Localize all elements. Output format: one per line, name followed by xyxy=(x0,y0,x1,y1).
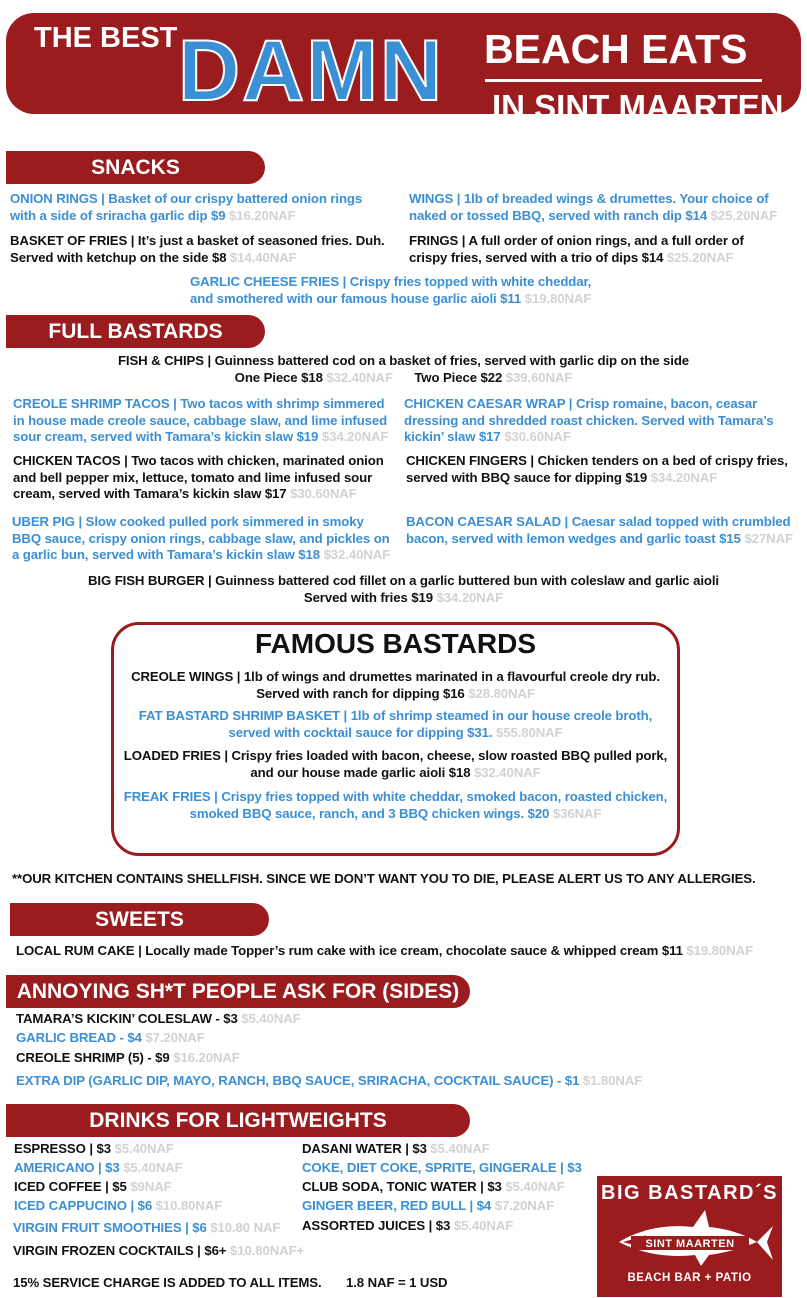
naf-price: $19.80NAF xyxy=(524,290,592,306)
naf-price: $30.60NAF xyxy=(290,486,357,501)
header-divider xyxy=(485,79,762,82)
side-item-coleslaw: TAMARA’S KICKIN’ COLESLAW - $3 $5.40NAF xyxy=(16,1011,301,1026)
drink-item-club-soda-tonic: CLUB SODA, TONIC WATER | $3 $5.40NAF xyxy=(302,1179,565,1194)
header-beach-eats: BEACH EATS xyxy=(484,26,748,72)
naf-price: $30.60NAF xyxy=(504,429,571,444)
naf-price: $27NAF xyxy=(744,530,793,546)
drink-item-assorted-juices: ASSORTED JUICES | $3 $5.40NAF xyxy=(302,1218,514,1233)
naf-price: $39.60NAF xyxy=(505,369,573,385)
menu-item-local-rum-cake: LOCAL RUM CAKE | Locally made Topper’s rum cake with ice cream, chocolate sauce & whipped cream $11 $19.80NAF xyxy=(16,943,753,958)
drink-item-sodas: COKE, DIET COKE, SPRITE, GINGERALE | $3 xyxy=(302,1160,582,1175)
menu-item-wings: WINGS | 1lb of breaded wings & drumettes. Your choice of naked or tossed BBQ, served with ranch dip $14 $25.20NAF xyxy=(409,191,778,223)
menu-item-fish-and-chips: FISH & CHIPS | Guinness battered cod on a basket of fries, served with garlic dip on the side One Piece $18 $32.40NAF Two Piece $22 $39.60NAF xyxy=(117,353,690,385)
naf-price: $34.20NAF xyxy=(650,469,718,485)
naf-price: $19.80NAF xyxy=(686,943,753,958)
section-snacks: SNACKS xyxy=(6,151,265,184)
section-famous-bastards: FAMOUS BASTARDS xyxy=(254,628,537,659)
drink-item-dasani-water: DASANI WATER | $3 $5.40NAF xyxy=(302,1141,490,1156)
naf-price: $25.20NAF xyxy=(666,249,734,265)
menu-item-chicken-fingers: CHICKEN FINGERS | Chicken tenders on a bed of crispy fries, served with BBQ sauce for dipping $19 $34.20NAF xyxy=(406,453,788,485)
menu-item-creole-wings: CREOLE WINGS | 1lb of wings and drumettes marinated in a flavourful creole dry rub. Served with ranch for dipping $16 $28.80NAF xyxy=(131,669,660,701)
naf-price: $16.20NAF xyxy=(229,207,296,223)
header-in-sint-maarten: IN SINT MAARTEN xyxy=(492,88,784,125)
naf-price: $32.40NAF xyxy=(326,369,393,385)
menu-item-big-fish-burger: BIG FISH BURGER | Guinness battered cod fillet on a garlic buttered bun with coleslaw and garlic aioli Served with fries $19 $34.20NAF xyxy=(88,573,719,605)
drink-item-iced-cappucino: ICED CAPPUCINO | $6 $10.80NAF xyxy=(14,1198,223,1213)
naf-price: $34.20NAF xyxy=(436,589,504,605)
menu-item-creole-shrimp-tacos: CREOLE SHRIMP TACOS | Two tacos with shrimp simmered in house made creole sauce, cabbage slaw, and lime infused sour cream, served with Tamara’s kickin slaw $19 $34.20NAF xyxy=(13,396,389,444)
header-damn: DAMN xyxy=(178,23,444,119)
menu-item-chicken-caesar-wrap: CHICKEN CAESAR WRAP | Crisp romaine, bacon, ceasar dressing and shredded roast chicken. Served with Tamara’s kickin’ slaw $17 $30.60NAF xyxy=(404,396,774,444)
drink-item-americano: AMERICANO | $3 $5.40NAF xyxy=(14,1160,183,1175)
logo-big-bastards: BIG BASTARD´S xyxy=(601,1182,778,1204)
drink-item-ginger-beer-red-bull: GINGER BEER, RED BULL | $4 $7.20NAF xyxy=(302,1198,555,1213)
header-the-best: THE BEST xyxy=(34,22,178,54)
naf-price: $5.40NAF xyxy=(430,1141,490,1156)
naf-price: $9NAF xyxy=(130,1179,172,1194)
naf-price: $16.20NAF xyxy=(173,1050,240,1065)
naf-price: $5.40NAF xyxy=(114,1141,174,1156)
menu-item-garlic-cheese-fries: GARLIC CHEESE FRIES | Crispy fries topped with white cheddar, and smothered with our famous house garlic aioli $11 $19.80NAF xyxy=(190,274,592,306)
naf-price: $10.80 NAF xyxy=(210,1220,281,1235)
naf-price: $36NAF xyxy=(552,805,602,821)
logo-sint-maarten: SINT MAARTEN xyxy=(645,1238,735,1250)
service-charge-note: 15% SERVICE CHARGE IS ADDED TO ALL ITEMS. xyxy=(13,1275,322,1290)
section-sweets: SWEETS xyxy=(10,903,269,936)
menu-item-bacon-caesar-salad: BACON CAESAR SALAD | Caesar salad topped with crumbled bacon, served with lemon wedges and garlic toast $15 $27NAF xyxy=(406,514,793,546)
menu-item-onion-rings: ONION RINGS | Basket of our crispy battered onion rings with a side of sriracha garlic dip $9 $16.20NAF xyxy=(10,191,363,223)
section-sides: ANNOYING SH*T PEOPLE ASK FOR (SIDES) xyxy=(6,975,470,1008)
side-item-creole-shrimp: CREOLE SHRIMP (5) - $9 $16.20NAF xyxy=(16,1050,240,1065)
naf-price: $55.80NAF xyxy=(495,724,563,740)
menu-item-basket-of-fries: BASKET OF FRIES | It’s just a basket of seasoned fries. Duh. Served with ketchup on the side $8 $14.40NAF xyxy=(10,233,385,265)
drink-item-espresso: ESPRESSO | $3 $5.40NAF xyxy=(14,1141,174,1156)
naf-price: $34.20NAF xyxy=(321,429,389,444)
drink-item-iced-coffee: ICED COFFEE | $5 $9NAF xyxy=(14,1179,172,1194)
section-full-bastards: FULL BASTARDS xyxy=(6,315,265,348)
naf-price: $28.80NAF xyxy=(468,685,535,701)
menu-item-chicken-tacos: CHICKEN TACOS | Two tacos with chicken, marinated onion and bell pepper mix, lettuce, tomato and lime infused sour cream, served with Tamara’s kickin slaw $17 $30.60NAF xyxy=(13,453,384,501)
naf-price: $25.20NAF xyxy=(710,207,778,223)
naf-price: $5.40NAF xyxy=(505,1179,565,1194)
naf-price: $5.40NAF xyxy=(453,1218,514,1233)
naf-price: $7.20NAF xyxy=(145,1030,205,1045)
naf-price: $14.40NAF xyxy=(230,249,297,265)
menu-item-freak-fries: FREAK FRIES | Crispy fries topped with white cheddar, smoked bacon, roasted chicken, smoked BBQ sauce, ranch, and 3 BBQ chicken wings. $20 $36NAF xyxy=(123,789,668,821)
naf-price: $10.80NAF xyxy=(155,1198,223,1213)
side-item-extra-dip: EXTRA DIP (GARLIC DIP, MAYO, RANCH, BBQ SAUCE, SRIRACHA, COCKTAIL SAUCE) - $1 $1.80NAF xyxy=(16,1073,643,1088)
menu-item-uber-pig: UBER PIG | Slow cooked pulled pork simmered in smoky BBQ sauce, crispy onion rings, cabbage slaw, and pickles on a garlic bun, served with Tamara’s kickin slaw $18 $32.40NAF xyxy=(12,514,391,562)
naf-price: $7.20NAF xyxy=(494,1198,555,1213)
naf-price: $32.40NAF xyxy=(323,547,391,562)
naf-price: $10.80NAF+ xyxy=(229,1243,305,1258)
exchange-rate-note: 1.8 NAF = 1 USD xyxy=(346,1275,448,1290)
drink-item-virgin-frozen-cocktails: VIRGIN FROZEN COCKTAILS | $6+ $10.80NAF+ xyxy=(13,1243,305,1258)
naf-price: $5.40NAF xyxy=(123,1160,183,1175)
side-item-garlic-bread: GARLIC BREAD - $4 $7.20NAF xyxy=(16,1030,205,1045)
menu-item-frings: FRINGS | A full order of onion rings, and a full order of crispy fries, served with a trio of dips $14 $25.20NAF xyxy=(409,233,744,265)
logo-beach-bar-patio: BEACH BAR + PATIO xyxy=(627,1272,752,1284)
section-drinks: DRINKS FOR LIGHTWEIGHTS xyxy=(6,1104,470,1137)
allergy-notice: **OUR KITCHEN CONTAINS SHELLFISH. SINCE WE DON’T WANT YOU TO DIE, PLEASE ALERT US TO ANY ALLERGIES. xyxy=(12,871,756,886)
menu-item-fat-bastard-shrimp-basket: FAT BASTARD SHRIMP BASKET | 1lb of shrimp steamed in our house creole broth, served with cocktail sauce for dipping $31. $55.80NAF xyxy=(138,708,653,740)
naf-price: $32.40NAF xyxy=(474,764,541,780)
naf-price: $1.80NAF xyxy=(582,1073,643,1088)
drink-item-virgin-fruit-smoothies: VIRGIN FRUIT SMOOTHIES | $6 $10.80 NAF xyxy=(13,1220,281,1235)
naf-price: $5.40NAF xyxy=(241,1011,301,1026)
menu-item-loaded-fries: LOADED FRIES | Crispy fries loaded with bacon, cheese, slow roasted BBQ pulled pork, and our house made garlic aioli $18 $32.40NAF xyxy=(123,748,668,780)
